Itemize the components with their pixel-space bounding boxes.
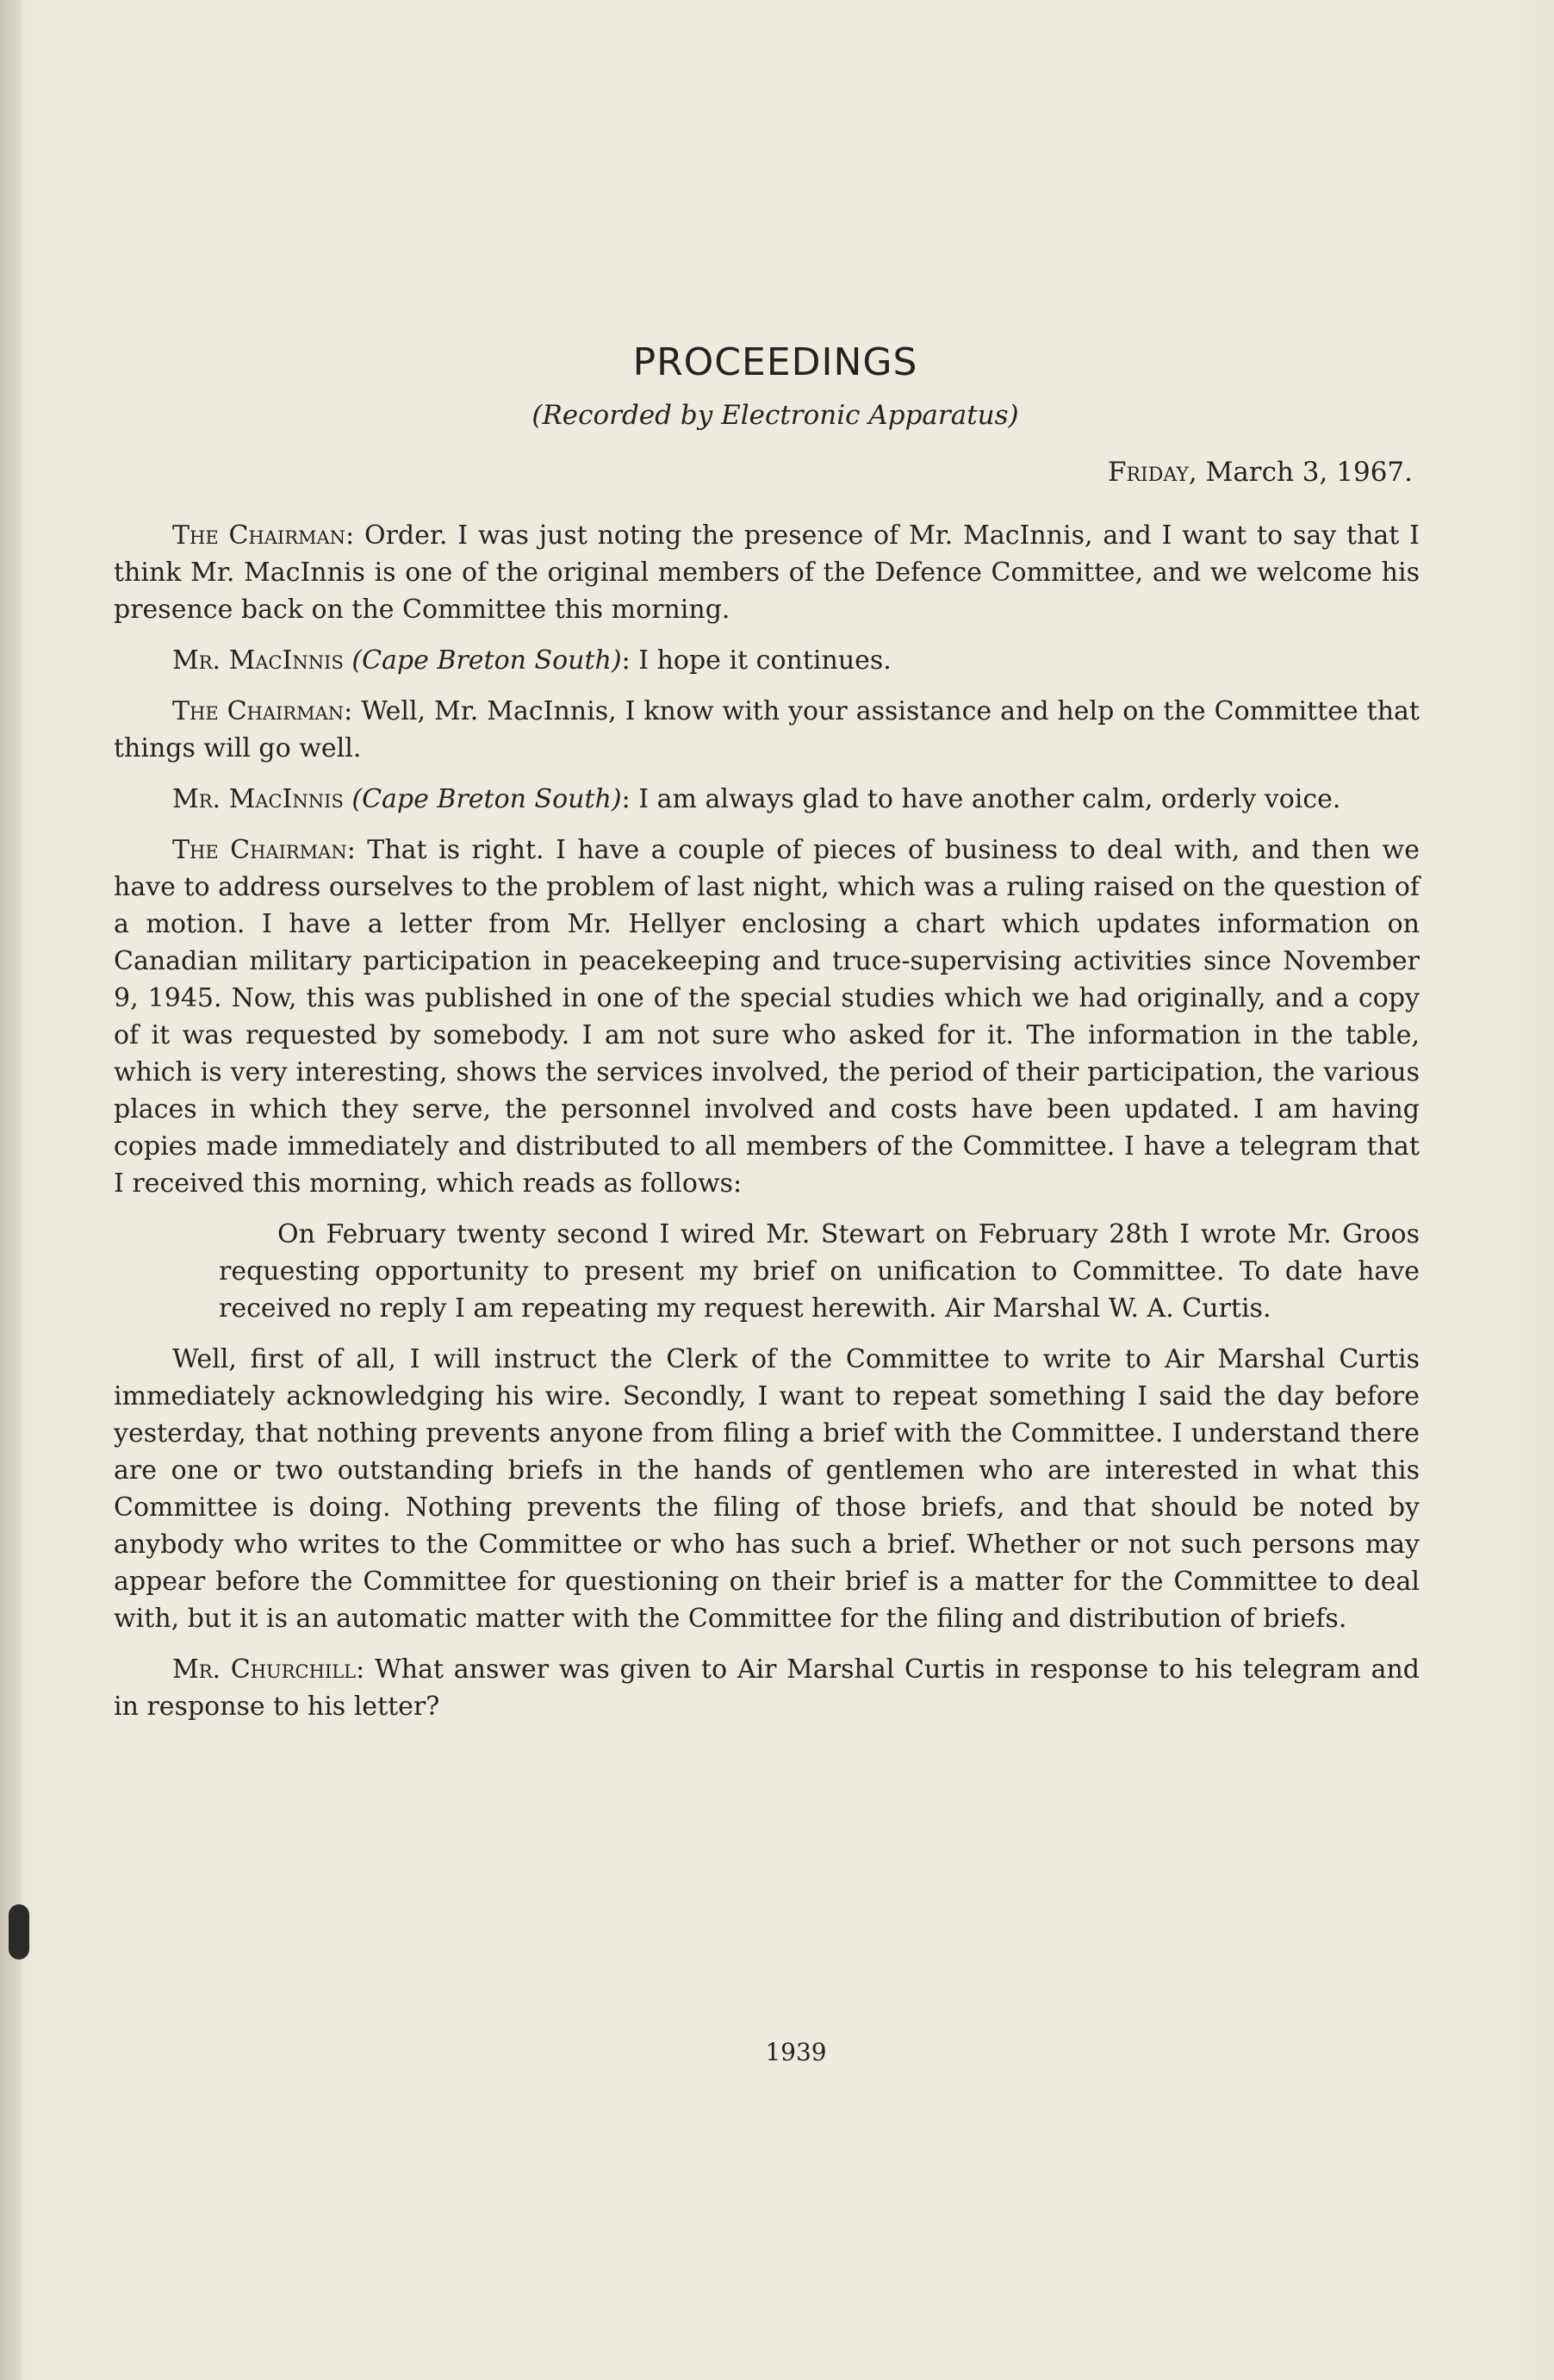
date-rest: March 3, 1967. <box>1197 457 1413 488</box>
speaker-name: Mr. MacInnis <box>172 645 344 676</box>
telegram-quote: On February twenty second I wired Mr. Stewart on February 28th I wrote Mr. Groos requesting opportunity to present my brief on unification to Committee. To date have received no reply I am repeating my request herewith. Air Marshal W. A. Curtis. <box>219 1219 1420 1324</box>
speaker-name: Mr. Churchill <box>172 1654 357 1685</box>
speech-text: : What answer was given to Air Marshal Curtis in response to his telegram and in response to his letter? <box>114 1654 1420 1722</box>
proceedings-date <box>114 457 1420 488</box>
page-number: 1939 <box>765 2038 827 2066</box>
paragraph <box>114 781 1420 818</box>
paragraph <box>114 517 1420 628</box>
paragraph <box>114 642 1420 679</box>
speaker-name: Mr. MacInnis <box>172 784 344 814</box>
speaker-affiliation: (Cape Breton South) <box>343 784 622 814</box>
date-day: Friday, <box>1107 457 1197 488</box>
document-body <box>114 340 1420 1739</box>
page-title: PROCEEDINGS <box>632 340 918 384</box>
paragraph <box>114 1651 1420 1725</box>
speaker-name: The Chairman <box>172 835 347 865</box>
paragraph <box>114 832 1420 1202</box>
speech-text: : Well, Mr. MacInnis, I know with your assistance and help on the Committee that things will go well. <box>114 696 1420 763</box>
continuation-paragraph: Well, first of all, I will instruct the Clerk of the Committee to write to Air Marshal Curtis immediately acknowledging his wire. Secondly, I want to repeat something I said the day before yesterday, that nothing prevents anyone from filing a brief with the Committee. I understand there are one or two outstanding briefs in the hands of gentlemen who are interested in what this Committee is doing. Nothing prevents the filing of those briefs, and that should be noted by anybody who writes to the Committee or who has such a brief. Whether or not such persons may appear before the Committee for questioning on their brief is a matter for the Committee to deal with, but it is an automatic matter with the Committee for the filing and distribution of briefs. <box>114 1344 1420 1634</box>
speaker-name: The Chairman <box>172 696 345 726</box>
page-subtitle: (Recorded by Electronic Apparatus) <box>531 400 1019 431</box>
speech-text: : I hope it continues. <box>621 645 892 676</box>
binding-edge <box>0 0 21 2380</box>
speaker-affiliation: (Cape Breton South) <box>343 645 622 676</box>
speech-text: : That is right. I have a couple of pieces of business to deal with, and then we have to address ourselves to the problem of last night, which was a ruling raised on the question of a motion. I have a letter from Mr. Hellyer enclosing a chart which updates information on Canadian military participation in peacekeeping and truce-supervising activities since November 9, 1945. Now, this was published in one of the special studies which we had originally, and a copy of it was requested by somebody. I am not sure who asked for it. The information in the table, which is very interesting, shows the services involved, the period of their participation, the various places in which they serve, the personnel involved and costs have been updated. I am having copies made immediately and distributed to all members of the Committee. I have a telegram that I received this morning, which reads as follows: <box>114 835 1420 1199</box>
binding-hole <box>9 1904 29 1959</box>
speech-text: : I am always glad to have another calm, orderly voice. <box>621 784 1341 814</box>
speaker-name: The Chairman <box>172 520 346 551</box>
speech-text: : Order. I was just noting the presence of Mr. MacInnis, and I want to say that I think Mr. MacInnis is one of the original members of the Defence Committee, and we welcome his presence back on the Committee this morning. <box>114 520 1420 625</box>
paragraph <box>114 693 1420 767</box>
